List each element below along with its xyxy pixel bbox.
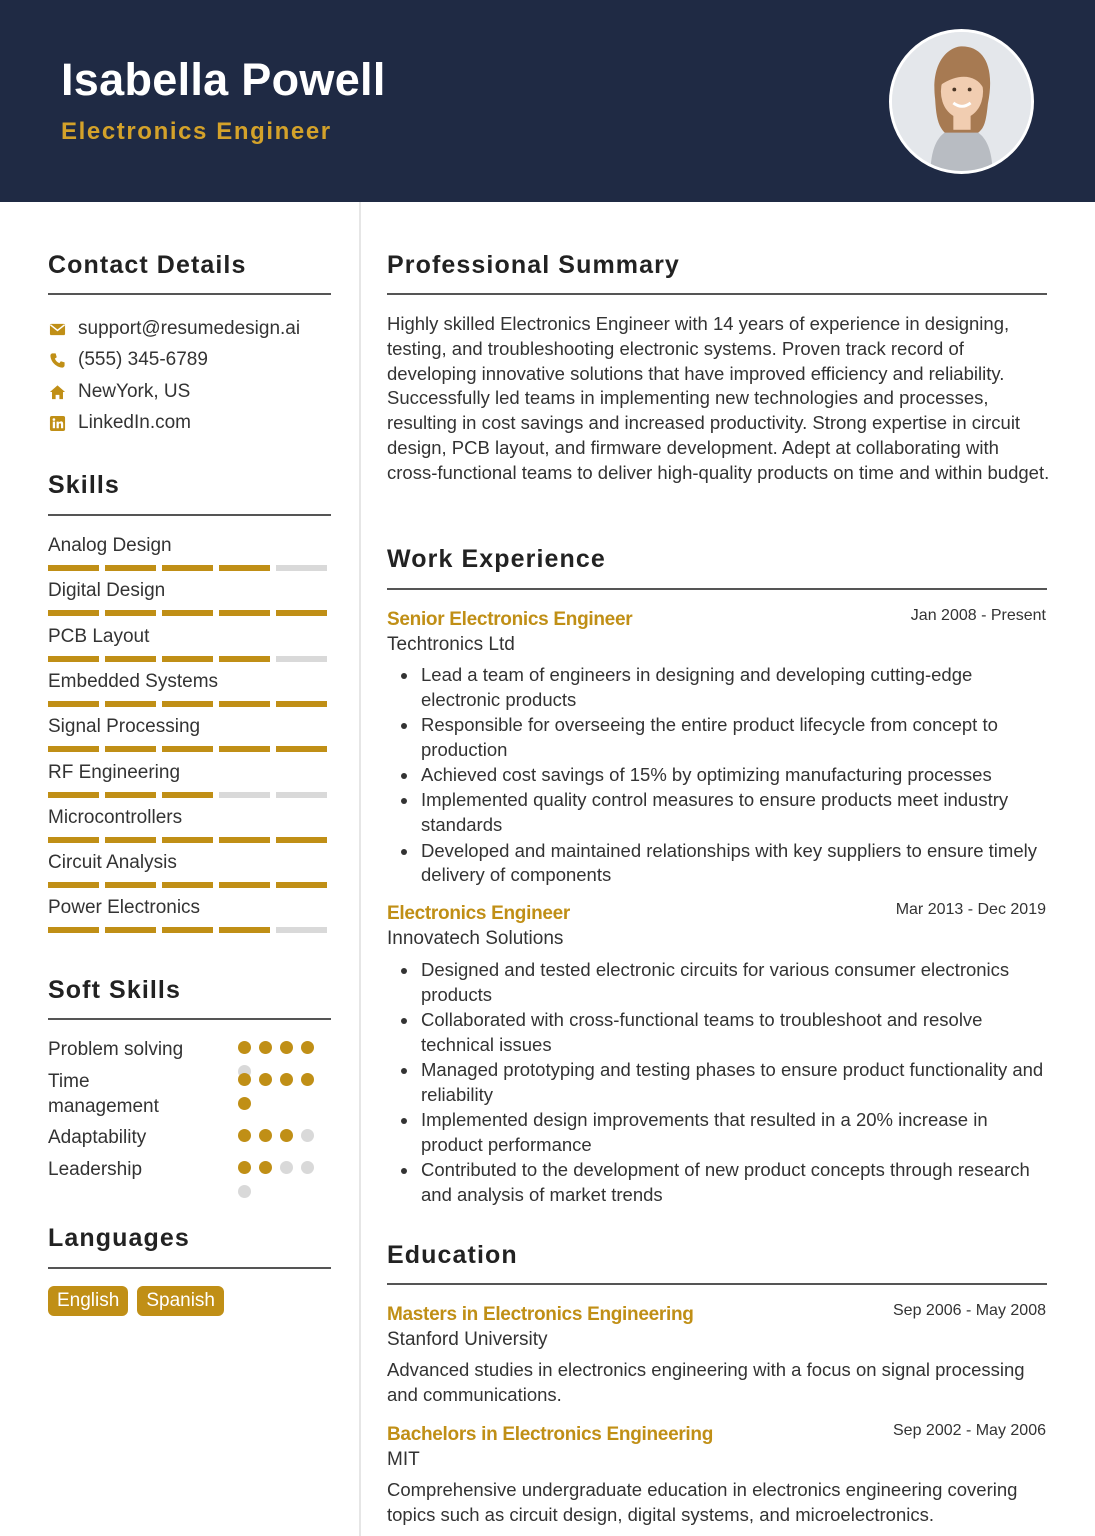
skill-level-segment: [48, 927, 99, 933]
skill-level-segment: [162, 701, 213, 707]
job-title: Senior Electronics Engineer: [387, 609, 633, 630]
skill-level-segment: [105, 701, 156, 707]
skill-item: [48, 851, 331, 888]
company-name: Techtronics Ltd: [387, 634, 515, 655]
envelope-icon: [48, 320, 66, 338]
rating-dot: [301, 1041, 314, 1054]
rating-dot: [238, 1073, 251, 1086]
soft-skill-item: [48, 1157, 218, 1182]
languages-rule: [48, 1267, 331, 1269]
rating-dot: [238, 1161, 251, 1174]
rating-dot: [238, 1097, 251, 1110]
school-name: Stanford University: [387, 1329, 548, 1350]
skill-level-segment: [219, 927, 270, 933]
skill-level-bar: [48, 656, 331, 662]
soft-skill-name: Time management: [48, 1071, 159, 1117]
list-item: Developed and maintained relationships with key suppliers to ensure timely delivery of components: [387, 839, 1052, 889]
skill-level-segment: [276, 701, 327, 707]
skill-level-segment: [276, 927, 327, 933]
skill-level-segment: [219, 656, 270, 662]
skill-level-segment: [276, 746, 327, 752]
linkedin-text: LinkedIn.com: [78, 412, 192, 433]
experience-rule: [387, 588, 1047, 590]
list-item: Contributed to the development of new product concepts through research and analysis of market trends: [387, 1158, 1052, 1208]
profile-photo-image: [892, 32, 1031, 171]
skill-level-segment: [276, 837, 327, 843]
soft-skills-rule: [48, 1018, 331, 1020]
candidate-title: Electronics Engineer: [61, 118, 332, 145]
skill-item: [48, 761, 331, 798]
soft-skill-item: [48, 1125, 218, 1150]
skill-item: [48, 715, 331, 752]
skills-heading: Skills: [48, 471, 120, 499]
skill-level-segment: [105, 792, 156, 798]
degree-description: Comprehensive undergraduate education in electronics engineering covering topics such as circuit design, digital systems, and microelectronics.: [387, 1479, 1018, 1525]
degree-title: Masters in Electronics Engineering: [387, 1304, 694, 1325]
skill-level-segment: [162, 610, 213, 616]
contact-heading: Contact Details: [48, 251, 247, 279]
skill-level-segment: [48, 701, 99, 707]
resume-header: [0, 0, 1095, 202]
skill-level-bar: [48, 792, 331, 798]
skill-level-segment: [48, 565, 99, 571]
skill-level-segment: [48, 792, 99, 798]
contact-rule: [48, 293, 331, 295]
degree-title: Bachelors in Electronics Engineering: [387, 1424, 714, 1445]
skill-level-segment: [162, 746, 213, 752]
contact-location: [48, 380, 190, 404]
list-item: Designed and tested electronic circuits for various consumer electronics products: [387, 958, 1052, 1008]
soft-skill-name: Leadership: [48, 1159, 143, 1180]
column-divider: [359, 202, 361, 1536]
skill-level-segment: [276, 792, 327, 798]
skill-level-segment: [276, 610, 327, 616]
soft-skill-rating: [238, 1161, 316, 1198]
skill-level-segment: [276, 656, 327, 662]
list-item: Implemented quality control measures to ensure products meet industry standards: [387, 788, 1052, 838]
skill-level-segment: [276, 882, 327, 888]
soft-skill-name: Adaptability: [48, 1127, 147, 1148]
skill-level-bar: [48, 701, 331, 707]
skill-level-segment: [219, 837, 270, 843]
contact-email[interactable]: [48, 317, 300, 341]
rating-dot: [259, 1129, 272, 1142]
rating-dot: [259, 1161, 272, 1174]
skill-level-segment: [219, 610, 270, 616]
soft-skill-rating: [238, 1073, 316, 1110]
skill-level-segment: [48, 610, 99, 616]
skill-item: [48, 806, 331, 843]
degree-dates: Sep 2002 - May 2006: [893, 1422, 1046, 1439]
skill-level-segment: [48, 656, 99, 662]
education-rule: [387, 1283, 1047, 1285]
skill-level-segment: [105, 565, 156, 571]
list-item: Implemented design improvements that resulted in a 20% increase in product performance: [387, 1108, 1052, 1158]
rating-dot: [238, 1185, 251, 1198]
skill-level-segment: [162, 882, 213, 888]
linkedin-icon: [48, 414, 66, 432]
skill-name: Digital Design: [48, 580, 166, 601]
email-text: support@resumedesign.ai: [78, 318, 301, 339]
rating-dot: [280, 1161, 293, 1174]
list-item: Collaborated with cross-functional teams to troubleshoot and resolve technical issues: [387, 1008, 1052, 1058]
candidate-name: Isabella Powell: [61, 54, 386, 105]
skill-level-segment: [162, 565, 213, 571]
skill-level-bar: [48, 746, 331, 752]
phone-icon: [48, 351, 66, 369]
skill-item: [48, 670, 331, 707]
skill-level-segment: [162, 656, 213, 662]
contact-linkedin[interactable]: [48, 411, 191, 435]
job-bullets: [387, 663, 1052, 889]
language-tags: [48, 1286, 224, 1316]
skill-level-segment: [105, 927, 156, 933]
skill-name: Embedded Systems: [48, 671, 219, 692]
skill-level-bar: [48, 565, 331, 571]
rating-dot: [280, 1129, 293, 1142]
skill-name: Microcontrollers: [48, 807, 183, 828]
education-heading: Education: [387, 1241, 518, 1269]
skill-level-segment: [276, 565, 327, 571]
skill-item: [48, 896, 331, 933]
language-tag: Spanish: [137, 1286, 224, 1316]
soft-skill-item: [48, 1069, 168, 1119]
summary-heading: Professional Summary: [387, 251, 680, 279]
skill-name: Circuit Analysis: [48, 852, 177, 873]
skill-level-segment: [162, 837, 213, 843]
skill-name: PCB Layout: [48, 626, 150, 647]
soft-skill-item: [48, 1037, 218, 1062]
skill-name: Power Electronics: [48, 897, 201, 918]
job-title: Electronics Engineer: [387, 903, 571, 924]
rating-dot: [301, 1073, 314, 1086]
language-tag: English: [48, 1286, 128, 1316]
skill-level-bar: [48, 837, 331, 843]
contact-phone[interactable]: [48, 348, 208, 372]
skill-name: RF Engineering: [48, 762, 181, 783]
rating-dot: [238, 1041, 251, 1054]
job-dates: Jan 2008 - Present: [910, 607, 1046, 624]
skill-item: [48, 534, 331, 571]
location-text: NewYork, US: [78, 381, 191, 402]
experience-heading: Work Experience: [387, 545, 606, 573]
languages-heading: Languages: [48, 1224, 190, 1252]
list-item: Achieved cost savings of 15% by optimizing manufacturing processes: [387, 763, 1052, 788]
job-dates: Mar 2013 - Dec 2019: [895, 901, 1046, 918]
skill-level-segment: [219, 882, 270, 888]
skill-level-segment: [105, 746, 156, 752]
skill-level-segment: [48, 746, 99, 752]
company-name: Innovatech Solutions: [387, 928, 564, 949]
skills-rule: [48, 514, 331, 516]
rating-dot: [301, 1129, 314, 1142]
skill-level-segment: [162, 927, 213, 933]
skill-name: Analog Design: [48, 535, 172, 556]
skill-level-segment: [219, 565, 270, 571]
soft-skill-rating: [238, 1129, 316, 1142]
skill-name: Signal Processing: [48, 716, 201, 737]
skill-level-segment: [162, 792, 213, 798]
skill-level-segment: [105, 837, 156, 843]
summary-text: Highly skilled Electronics Engineer with 14 years of experience in designing, testing, and troubleshooting electronic systems. Proven track record of developing innovative solutions that have improved efficiency and reliability. Successfully led teams in implementing new technologies and processes, resulting in cost savings and increased productivity. Strong expertise in circuit design, PCB layout, and firmware development. Adept at collaborating with cross-functional teams to deliver high-quality products on time and within budget.: [387, 313, 1050, 483]
list-item: Managed prototyping and testing phases to ensure product functionality and reliability: [387, 1058, 1052, 1108]
rating-dot: [280, 1041, 293, 1054]
list-item: Responsible for overseeing the entire product lifecycle from concept to production: [387, 713, 1052, 763]
skill-level-segment: [105, 656, 156, 662]
profile-photo: [889, 29, 1034, 174]
job-bullets: [387, 958, 1052, 1208]
rating-dot: [259, 1073, 272, 1086]
rating-dot: [280, 1073, 293, 1086]
skill-item: [48, 625, 331, 662]
skill-level-bar: [48, 927, 331, 933]
skill-level-segment: [48, 837, 99, 843]
soft-skill-name: Problem solving: [48, 1039, 184, 1060]
skill-level-segment: [219, 746, 270, 752]
degree-dates: Sep 2006 - May 2008: [893, 1302, 1046, 1319]
phone-text: (555) 345-6789: [78, 349, 208, 370]
rating-dot: [238, 1129, 251, 1142]
summary-rule: [387, 293, 1047, 295]
rating-dot: [259, 1041, 272, 1054]
skill-item: [48, 579, 331, 616]
school-name: MIT: [387, 1449, 420, 1470]
skill-level-segment: [219, 701, 270, 707]
soft-skills-heading: Soft Skills: [48, 976, 181, 1004]
list-item: Lead a team of engineers in designing and developing cutting-edge electronic products: [387, 663, 1052, 713]
degree-description: Advanced studies in electronics engineering with a focus on signal processing and communications.: [387, 1359, 1025, 1405]
skill-level-segment: [105, 882, 156, 888]
skill-level-bar: [48, 882, 331, 888]
rating-dot: [301, 1161, 314, 1174]
home-icon: [48, 383, 66, 401]
skill-level-bar: [48, 610, 331, 616]
skill-level-segment: [105, 610, 156, 616]
skill-level-segment: [219, 792, 270, 798]
skill-level-segment: [48, 882, 99, 888]
